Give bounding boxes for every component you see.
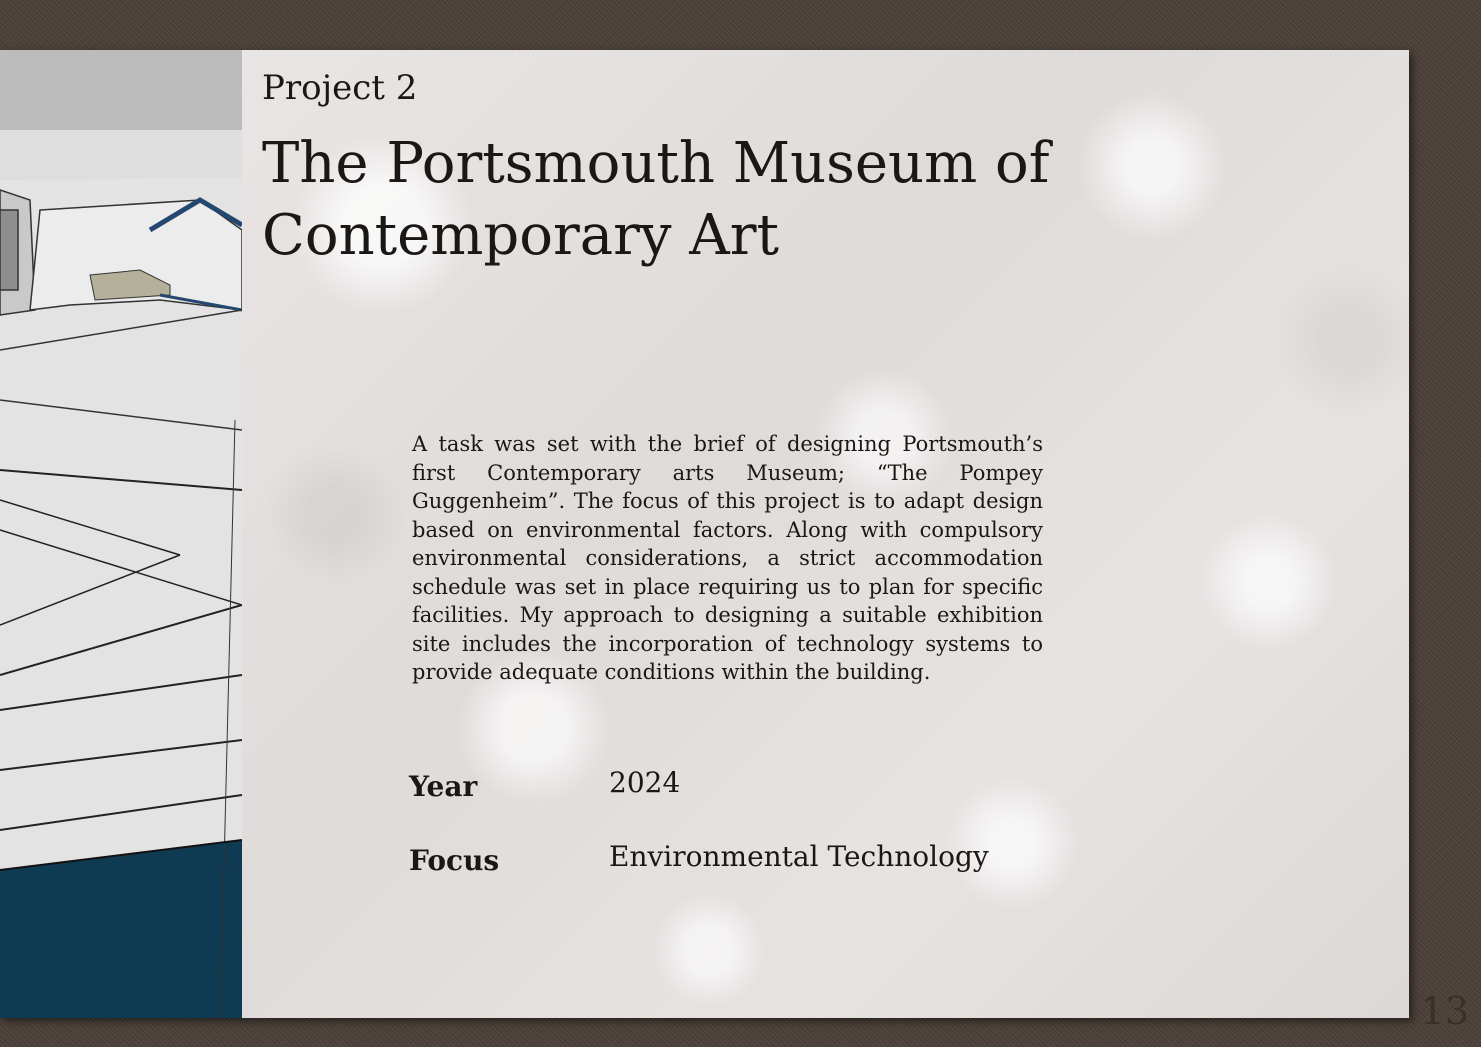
portfolio-page [0,50,1409,1018]
page-number: 13 [1420,989,1469,1033]
focus-label: Focus [409,844,500,877]
building-render-image [0,50,242,1018]
text-panel [242,50,1409,1018]
focus-value: Environmental Technology [609,840,989,873]
project-description: A task was set with the brief of designing Portsmouth’s first Contemporary arts Museum; “The Pompey Guggenheim”. The focus of this project is to adapt design based on environmental factors. Along with compulsory environmental considerations, a strict accommodation schedule was set in place requiring us to plan for specific facilities. My approach to designing a suitable exhibition site includes the incorporation of technology systems to provide adequate conditions within the building. [412,432,1043,684]
project-label: Project 2 [262,68,418,108]
year-label: Year [409,770,478,803]
year-value: 2024 [609,766,681,799]
page-title: The Portsmouth Museum of Contemporary Art [262,131,1050,268]
